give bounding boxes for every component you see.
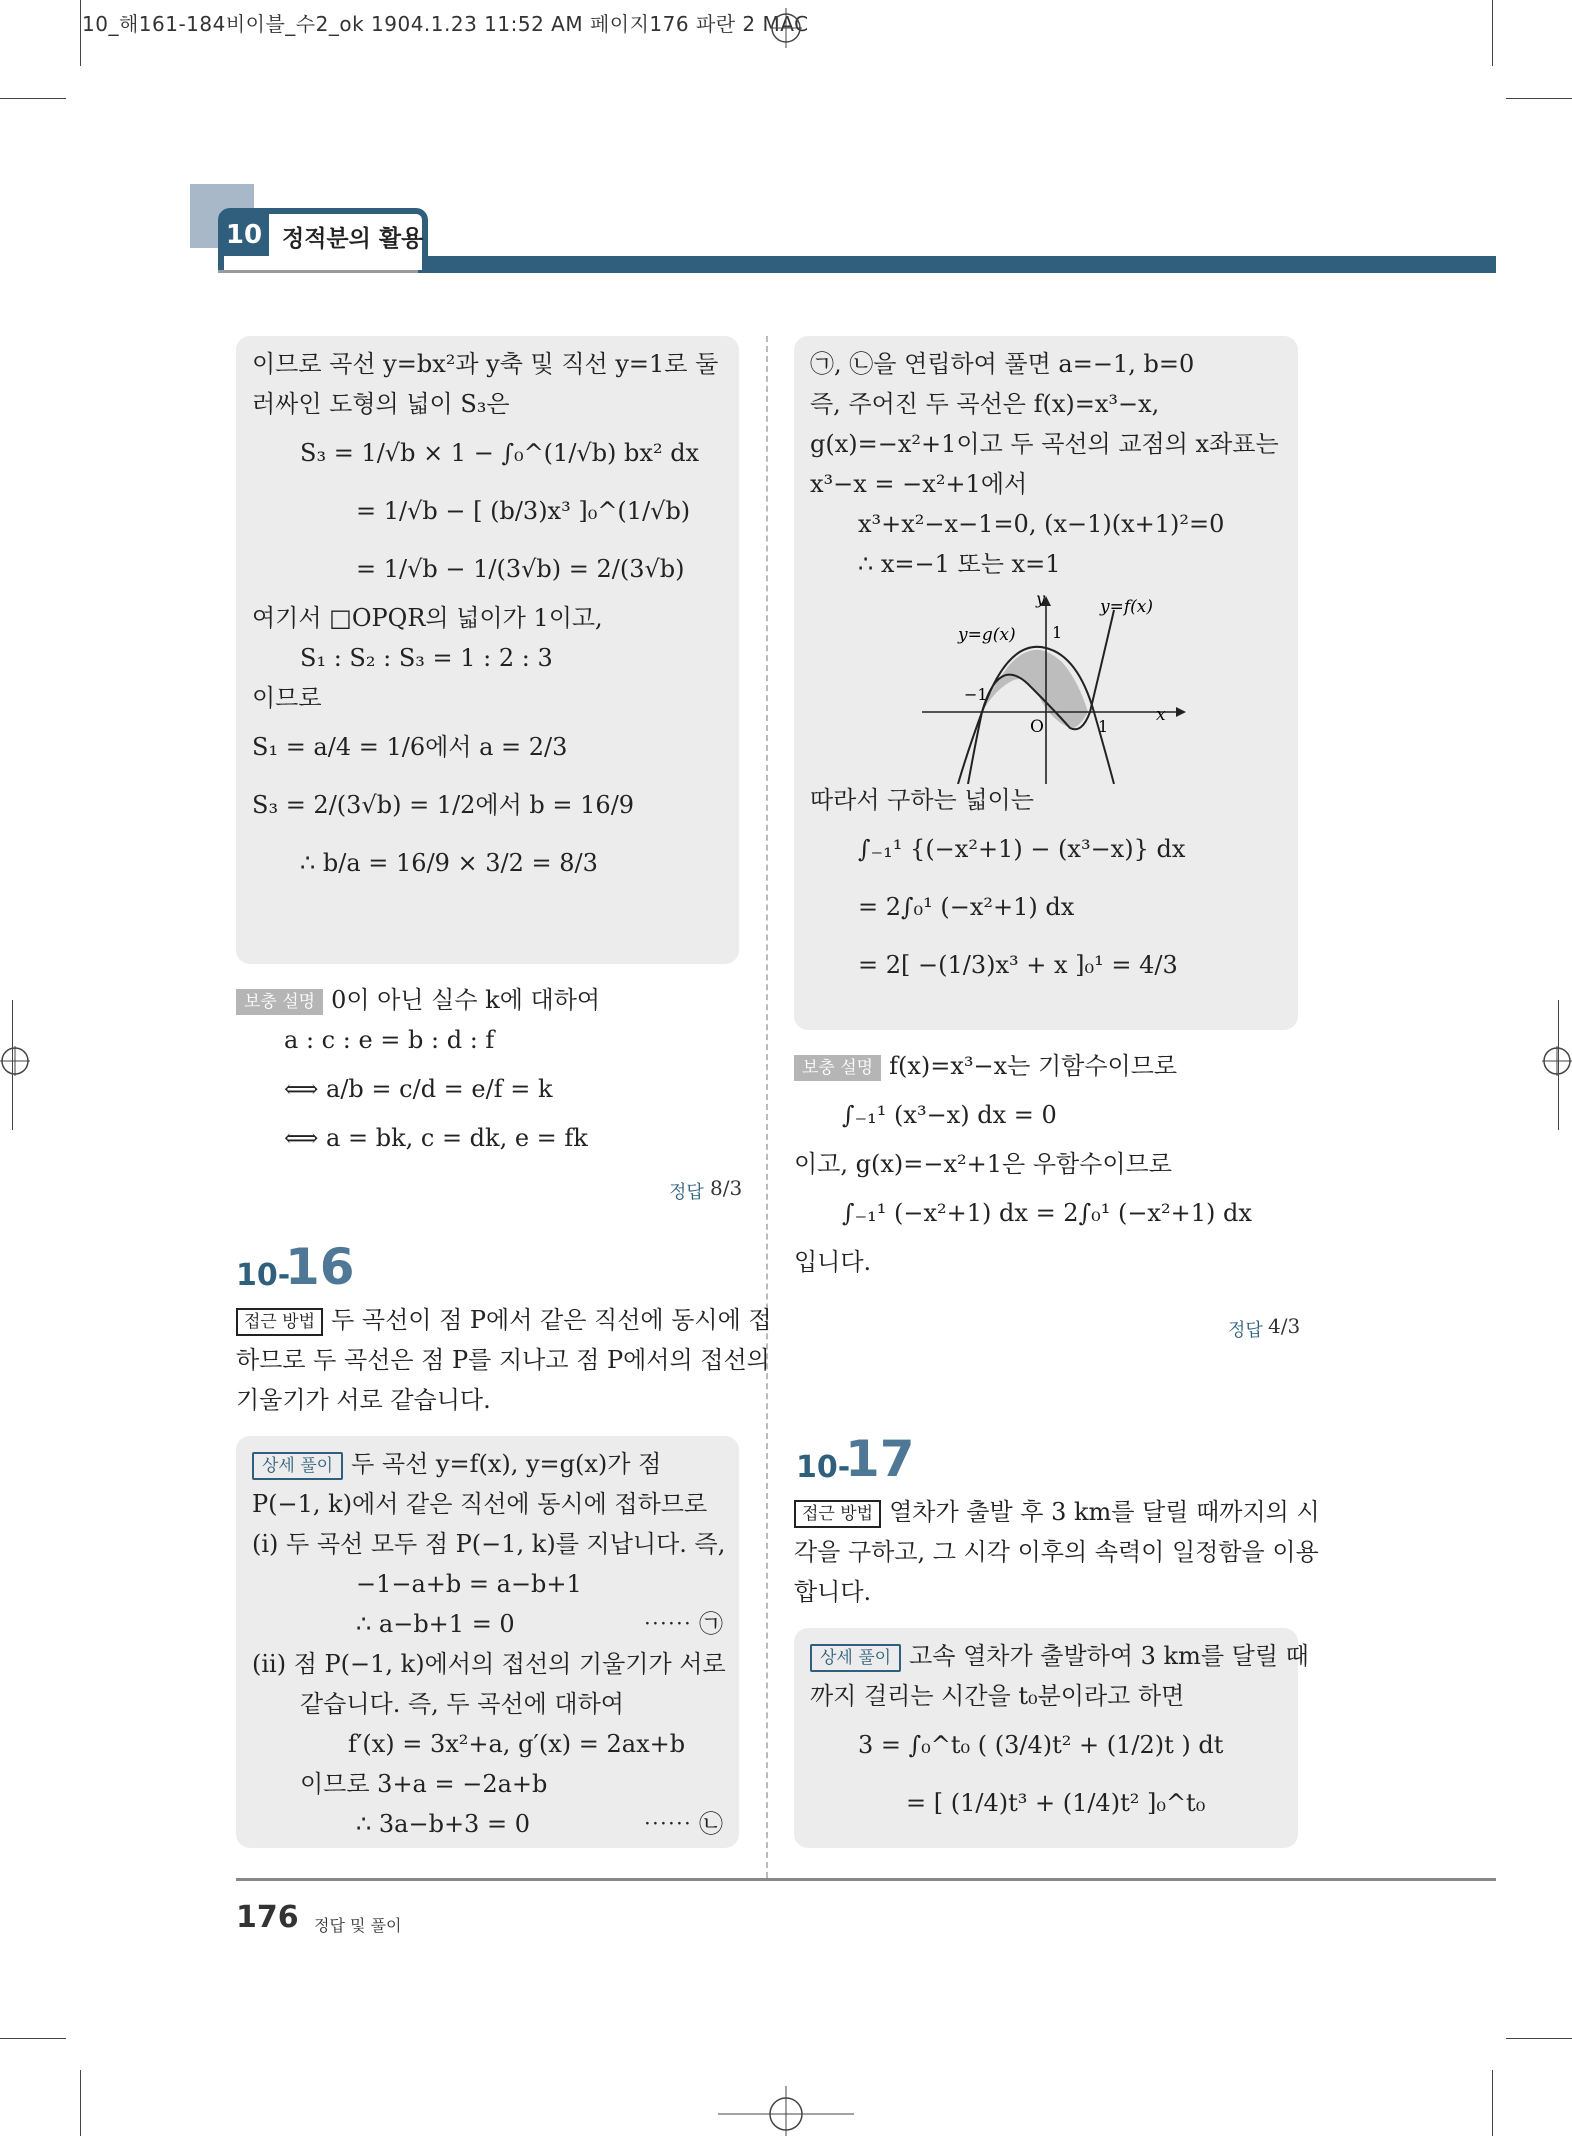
- approach-section: [236, 1300, 772, 1420]
- text-line: 여기서 □OPQR의 넓이가 1이고,: [252, 604, 603, 632]
- supplement-badge: 보충 설명: [236, 989, 323, 1015]
- text-line: P(−1, k)에서 같은 직선에 동시에 접하므로: [252, 1490, 708, 1518]
- text-line: 고속 열차가 출발하여 3 km를 달릴 때: [909, 1642, 1309, 1670]
- supplement-note: [794, 1046, 1298, 1282]
- equation-line: = 1/√b − [ (b/3)x³ ]₀^(1/√b): [356, 497, 691, 525]
- origin-label: O: [1030, 717, 1044, 737]
- text-line: 러싸인 도형의 넓이 S₃은: [252, 390, 510, 418]
- equation-line: −1−a+b = a−b+1: [356, 1570, 582, 1598]
- registration-mark: [1542, 1046, 1572, 1076]
- page-number: 176: [236, 1900, 299, 1935]
- answer-label: 정답: [1228, 1320, 1263, 1341]
- f-curve-label: y=f(x): [1100, 597, 1153, 617]
- text-line: 두 곡선 y=f(x), y=g(x)가 점: [351, 1450, 662, 1478]
- tick-label-minus1: −1: [964, 685, 988, 704]
- text-line: 이고, g(x)=−x²+1은 우함수이므로: [794, 1150, 1172, 1178]
- solution-box-continued: [236, 336, 739, 964]
- equation-mark: ⋯⋯ ㉠: [643, 1610, 723, 1638]
- equation-line: S₃ = 1/√b × 1 − ∫₀^(1/√b) bx² dx: [300, 439, 700, 467]
- equation-line: ∴ a−b+1 = 0: [356, 1610, 515, 1638]
- equation-line: = [ (1/4)t³ + (1/4)t² ]₀^t₀: [906, 1789, 1206, 1817]
- equation-line: ⟺ a/b = c/d = e/f = k: [284, 1075, 553, 1103]
- crop-mark: [0, 2038, 66, 2039]
- text-line: 이므로: [252, 684, 322, 712]
- chapter-number: 10: [219, 214, 269, 256]
- text-line: 입니다.: [794, 1248, 872, 1276]
- equation-line: 3 = ∫₀^t₀ ( (3/4)t² + (1/2)t ) dt: [858, 1731, 1224, 1759]
- answer-label: 정답: [669, 1182, 704, 1203]
- registration-mark: [718, 2086, 854, 2136]
- equation-line: S₁ : S₂ : S₃ = 1 : 2 : 3: [300, 644, 553, 672]
- crop-mark: [0, 98, 66, 99]
- equation-line: S₁ = a/4 = 1/6에서 a = 2/3: [252, 733, 568, 761]
- column-divider: [766, 336, 768, 1878]
- text-line: 두 곡선이 점 P에서 같은 직선에 동시에 접: [331, 1306, 772, 1334]
- detail-badge: 상세 풀이: [252, 1452, 343, 1480]
- crop-mark: [1506, 98, 1572, 99]
- problem-prefix: 10-: [796, 1450, 851, 1485]
- text-line: 열차가 출발 후 3 km를 달릴 때까지의 시: [889, 1498, 1320, 1526]
- chapter-title: 정적분의 활용: [282, 226, 424, 252]
- text-line: 하므로 두 곡선은 점 P를 지나고 점 P에서의 접선의: [236, 1346, 770, 1374]
- supplement-note: [236, 980, 739, 1158]
- equation-line: x³−x = −x²+1에서: [810, 470, 1028, 498]
- tick-label-1y: 1: [1052, 623, 1063, 642]
- crop-mark: [1492, 2070, 1493, 2136]
- detail-solution-box: [794, 1628, 1309, 1848]
- footer-rule: [236, 1878, 1496, 1881]
- equation-line: S₃ = 2/(3√b) = 1/2에서 b = 16/9: [252, 791, 635, 819]
- g-curve-label: y=g(x): [958, 625, 1016, 645]
- approach-badge: 접근 방법: [236, 1308, 323, 1336]
- text-line: 0이 아닌 실수 k에 대하여: [331, 986, 601, 1014]
- text-line: (ii) 점 P(−1, k)에서의 접선의 기울기가 서로: [252, 1650, 726, 1678]
- y-axis-label: y: [1036, 590, 1046, 608]
- equation-line: ∴ x=−1 또는 x=1: [858, 550, 1061, 578]
- equation-line: ∫₋₁¹ (−x²+1) dx = 2∫₀¹ (−x²+1) dx: [842, 1199, 1252, 1227]
- equation-line: = 1/√b − 1/(3√b) = 2/(3√b): [356, 555, 685, 583]
- equation-line: f′(x) = 3x²+a, g′(x) = 2ax+b: [348, 1730, 686, 1758]
- detail-badge: 상세 풀이: [810, 1644, 901, 1672]
- equation-line: ∴ b/a = 16/9 × 3/2 = 8/3: [300, 849, 598, 877]
- crop-mark: [1492, 0, 1493, 66]
- x-axis-label: x: [1156, 705, 1166, 725]
- text-line: g(x)=−x²+1이고 두 곡선의 교점의 x좌표는: [810, 430, 1279, 458]
- equation-line: a : c : e = b : d : f: [284, 1026, 495, 1054]
- approach-section: [794, 1492, 1320, 1612]
- problem-number: 16: [285, 1238, 355, 1296]
- answer-value: 8/3: [710, 1176, 743, 1200]
- equation-line: = 2[ −(1/3)x³ + x ]₀¹ = 4/3: [858, 951, 1178, 979]
- approach-badge: 접근 방법: [794, 1500, 881, 1528]
- x-axis-arrow: [1176, 707, 1186, 717]
- equation-line: = 2∫₀¹ (−x²+1) dx: [858, 893, 1075, 921]
- problem-number: 17: [845, 1430, 915, 1488]
- print-header: 10_해161-184비이블_수2_ok 1904.1.23 11:52 AM 페이지176 파란 2 MAC: [82, 12, 809, 36]
- supplement-badge: 보충 설명: [794, 1055, 881, 1081]
- text-line: f(x)=x³−x는 기함수이므로: [889, 1052, 1178, 1080]
- equation-line: x³+x²−x−1=0, (x−1)(x+1)²=0: [858, 510, 1225, 538]
- equation-line: ∫₋₁¹ {(−x²+1) − (x³−x)} dx: [858, 835, 1186, 863]
- problem-prefix: 10-: [236, 1258, 291, 1293]
- text-line: 따라서 구하는 넓이는: [810, 786, 1034, 814]
- equation-line: ∴ 3a−b+3 = 0: [356, 1810, 530, 1838]
- crop-mark: [1506, 2038, 1572, 2039]
- text-line: 각을 구하고, 그 시각 이후의 속력이 일정함을 이용: [794, 1538, 1319, 1566]
- registration-mark: [0, 1046, 30, 1076]
- text-line: 까지 걸리는 시간을 t₀분이라고 하면: [810, 1682, 1185, 1710]
- function-graph: [918, 590, 1194, 784]
- answer-value: 4/3: [1268, 1314, 1301, 1338]
- equation-line: ∫₋₁¹ (x³−x) dx = 0: [842, 1101, 1057, 1129]
- registration-mark: [770, 8, 802, 48]
- tick-label-1x: 1: [1098, 717, 1109, 736]
- text-line: (i) 두 곡선 모두 점 P(−1, k)를 지납니다. 즉,: [252, 1530, 726, 1558]
- detail-solution-box: [236, 1436, 739, 1848]
- text-line: 합니다.: [794, 1578, 872, 1606]
- equation-line: 이므로 3+a = −2a+b: [300, 1770, 548, 1798]
- crop-mark: [80, 0, 81, 66]
- crop-mark: [80, 2070, 81, 2136]
- page-label: 정답 및 풀이: [314, 1916, 402, 1935]
- text-line: 기울기가 서로 같습니다.: [236, 1386, 491, 1414]
- text-line: 이므로 곡선 y=bx²과 y축 및 직선 y=1로 둘: [252, 350, 719, 378]
- equation-line: ⟺ a = bk, c = dk, e = fk: [284, 1124, 588, 1152]
- text-line: ㉠, ㉡을 연립하여 풀면 a=−1, b=0: [810, 350, 1195, 378]
- text-line: 즉, 주어진 두 곡선은 f(x)=x³−x,: [810, 390, 1160, 418]
- equation-mark: ⋯⋯ ㉡: [643, 1810, 723, 1838]
- text-line: 같습니다. 즉, 두 곡선에 대하여: [300, 1690, 624, 1718]
